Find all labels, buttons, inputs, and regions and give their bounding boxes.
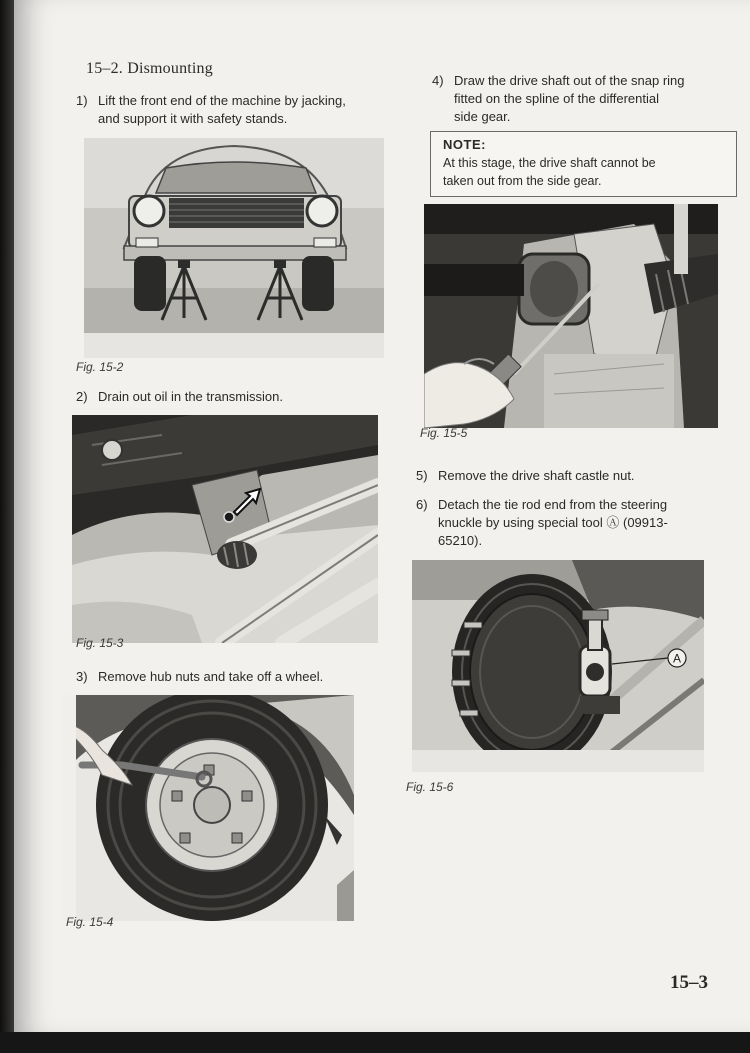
figure-tie-rod-end-removal xyxy=(412,560,704,772)
step-text: Detach the tie rod end from the steering xyxy=(438,497,668,512)
note-title: NOTE: xyxy=(443,137,486,152)
figure-transmission-drain-plug xyxy=(72,415,378,643)
step-number: 6) xyxy=(416,497,428,512)
note-box xyxy=(430,131,737,197)
note-text: taken out from the side gear. xyxy=(443,174,602,188)
step-number: 1) xyxy=(76,93,88,108)
manual-page xyxy=(14,0,750,1032)
step-text: and support it with safety stands. xyxy=(98,111,288,126)
step-number: 4) xyxy=(432,73,444,88)
step-1 xyxy=(76,92,406,128)
step-text: fitted on the spline of the differential xyxy=(454,91,660,106)
step-number: 2) xyxy=(76,389,88,404)
step-4 xyxy=(432,72,732,126)
page-number: 15–3 xyxy=(670,972,708,993)
figure-caption: Fig. 15-3 xyxy=(76,636,124,650)
figure-wheel-removal xyxy=(62,695,354,921)
figure-caption: Fig. 15-4 xyxy=(66,915,114,929)
step-5 xyxy=(416,467,726,485)
step-text: Drain out oil in the transmission. xyxy=(98,389,283,404)
step-text: Remove hub nuts and take off a wheel. xyxy=(98,669,324,684)
step-text: knuckle by using special tool Ⓐ (09913- xyxy=(438,515,668,530)
step-number: 3) xyxy=(76,669,88,684)
note-text: At this stage, the drive shaft cannot be xyxy=(443,156,656,170)
step-2 xyxy=(76,388,406,406)
step-text: Draw the drive shaft out of the snap ring xyxy=(454,73,685,88)
step-text: Remove the drive shaft castle nut. xyxy=(438,468,635,483)
scan-bottom-edge xyxy=(0,1032,750,1053)
step-text: 65210). xyxy=(438,533,483,548)
section-heading: 15–2. Dismounting xyxy=(86,60,213,77)
figure-drive-shaft xyxy=(424,204,718,428)
step-6 xyxy=(416,496,726,550)
figure-caption: Fig. 15-5 xyxy=(420,426,468,440)
callout-label-a: A xyxy=(672,651,682,666)
step-3 xyxy=(76,668,406,686)
page-binding-shadow xyxy=(0,0,14,1053)
figure-car-on-stands xyxy=(84,138,384,358)
figure-caption: Fig. 15-2 xyxy=(76,360,124,374)
figure-caption: Fig. 15-6 xyxy=(406,780,454,794)
step-number: 5) xyxy=(416,468,428,483)
step-text: side gear. xyxy=(454,109,511,124)
step-text: Lift the front end of the machine by jacking, xyxy=(98,93,346,108)
